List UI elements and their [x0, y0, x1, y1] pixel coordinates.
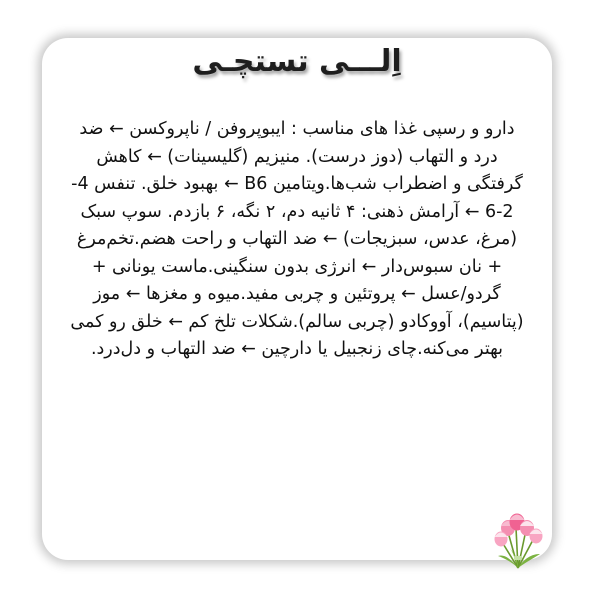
- content-card: [42, 38, 552, 560]
- tulip-bouquet-icon: [490, 498, 546, 572]
- page-title: اِلـــی تستچـی: [192, 44, 402, 79]
- body-text: دارو و رسپی غذا های مناسب : ایبوپروفن / ناپروکسن ← ضد درد و التهاب (دوز درست). منیزیم (گلیسینات) ← کاهش گرفتگی و اضطراب شب‌ها.ویتامین B6 ← بهبود خلق. تنفس 4-2-6 ← آرامش ذهنی: ۴ ثانیه دم، ۲ نگه، ۶ بازدم. سوپ سبک (مرغ، عدس، سبزیجات) ← ضد التهاب و راحت هضم.تخم‌مرغ + نان سبوس‌دار ← انرژی بدون سنگینی.ماست یونانی + گردو/عسل ← پروتئین و چربی مفید.میوه و مغزها ← موز (پتاسیم)، آووکادو (چربی سالم).شکلات تلخ کم ← خلق رو کمی بهتر می‌کنه.چای زنجبیل یا دارچین ← ضد التهاب و دل‌درد.: [70, 119, 524, 359]
